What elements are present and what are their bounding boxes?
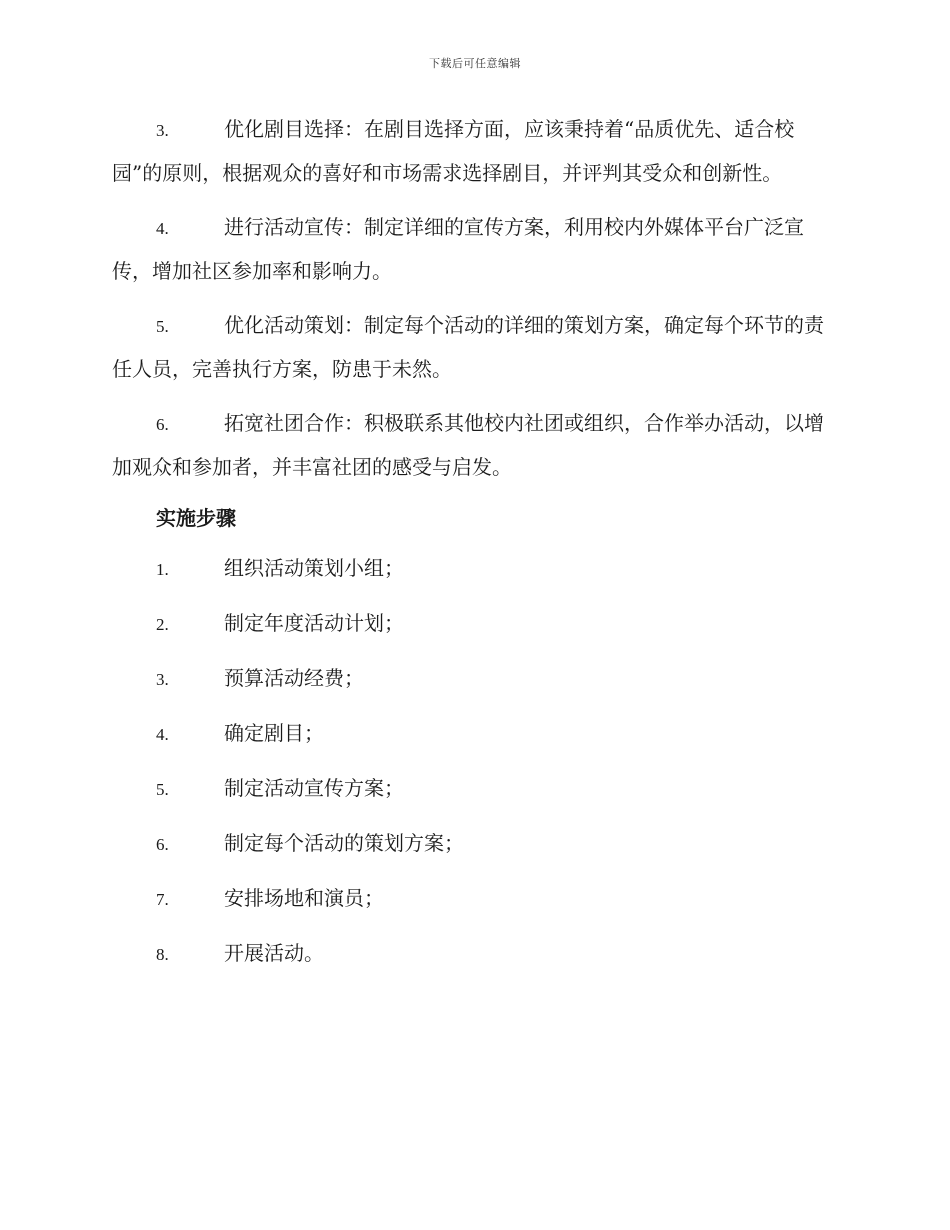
step-number: 2. [156, 615, 169, 634]
step-number: 1. [156, 560, 169, 579]
step-item [112, 607, 832, 639]
step-number: 3. [156, 670, 169, 689]
paragraph-text: 优化活动策划：制定每个活动的详细的策划方案，确定每个环节的责任人员，完善执行方案，防患于未然。 [112, 313, 824, 381]
steps-list [112, 552, 832, 969]
step-text: 开展活动。 [224, 941, 324, 965]
step-number: 6. [156, 835, 169, 854]
step-text: 预算活动经费； [224, 666, 364, 690]
step-text: 制定年度活动计划； [224, 611, 404, 635]
step-item [112, 827, 832, 859]
step-number: 4. [156, 725, 169, 744]
step-text: 确定剧目； [224, 721, 324, 745]
paragraph-text: 拓宽社团合作：积极联系其他校内社团或组织，合作举办活动，以增加观众和参加者，并丰富社团的感受与启发。 [112, 411, 824, 479]
step-item [112, 772, 832, 804]
step-item [112, 937, 832, 969]
step-text: 制定活动宣传方案； [224, 776, 404, 800]
paragraph-item [112, 304, 832, 390]
paragraph-number: 3. [156, 121, 169, 140]
step-item [112, 662, 832, 694]
step-text: 组织活动策划小组； [224, 556, 404, 580]
step-number: 8. [156, 945, 169, 964]
paragraph-number: 5. [156, 317, 169, 336]
step-item [112, 717, 832, 749]
header-note: 下载后可任意编辑 [429, 57, 521, 70]
step-item [112, 552, 832, 584]
paragraph-item [112, 402, 832, 488]
step-number: 5. [156, 780, 169, 799]
paragraph-item [112, 206, 832, 292]
step-text: 安排场地和演员； [224, 886, 384, 910]
paragraph-item [112, 108, 832, 194]
step-text: 制定每个活动的策划方案； [224, 831, 464, 855]
step-item [112, 882, 832, 914]
step-number: 7. [156, 890, 169, 909]
paragraph-number: 4. [156, 219, 169, 238]
paragraph-text: 优化剧目选择：在剧目选择方面，应该秉持着“品质优先、适合校园”的原则，根据观众的喜好和市场需求选择剧目，并评判其受众和创新性。 [112, 117, 795, 185]
paragraph-number: 6. [156, 415, 169, 434]
paragraph-text: 进行活动宣传：制定详细的宣传方案，利用校内外媒体平台广泛宣传，增加社区参加率和影响力。 [112, 215, 804, 283]
section-heading: 实施步骤 [156, 506, 236, 530]
document-body [112, 108, 832, 992]
